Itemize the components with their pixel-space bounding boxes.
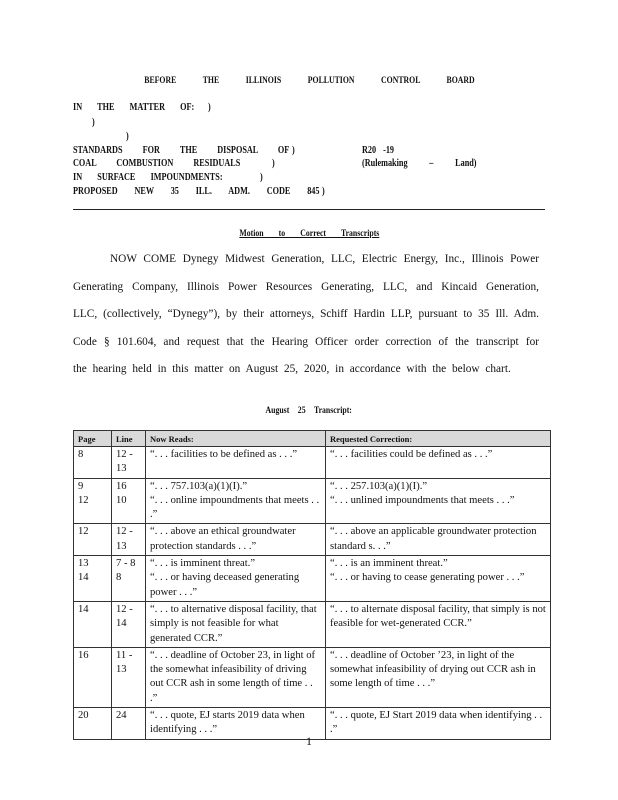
cell-page: 20	[74, 708, 112, 740]
caption-divider	[73, 209, 545, 210]
board-title: BEFORE THE ILLINOIS POLLUTION CONTROL BOARD	[143, 76, 475, 86]
table-row	[74, 478, 551, 524]
table-title: August 25 Transcript:	[265, 406, 353, 416]
cell-now: “. . . quote, EJ starts 2019 data when identifying . . .”	[146, 708, 326, 740]
cell-line: 12 - 13	[112, 447, 146, 479]
table-row	[74, 447, 551, 479]
table-row	[74, 601, 551, 647]
table-row	[74, 556, 551, 602]
cell-now: “. . . 757.103(a)(1)(I).” “. . . online impoundments that meets . . .”	[146, 478, 326, 524]
caption-line-2: COAL COMBUSTION RESIDUALS	[73, 158, 241, 169]
cell-page: 9 12	[74, 478, 112, 524]
cell-correction: “. . . 257.103(a)(1)(I).” “. . . unlined impoundments that meets . . .”	[326, 478, 551, 524]
cell-now: “. . . above an ethical groundwater protection standards . . .”	[146, 524, 326, 556]
cell-line: 16 10	[112, 478, 146, 524]
correction-table	[73, 430, 551, 740]
paren-4: )	[292, 145, 295, 156]
caption-line-4: PROPOSED NEW 35 ILL. ADM. CODE 845	[73, 186, 320, 197]
cell-correction: “. . . quote, EJ Start 2019 data when identifying . . .”	[326, 708, 551, 740]
cell-correction: “. . . to alternate disposal facility, that simply is not feasible for wet-generated CCR.”	[326, 601, 551, 647]
paren-3: )	[126, 131, 129, 142]
header-line: Line	[112, 431, 146, 447]
cell-correction: “. . . deadline of October ’23, in light of the somewhat infeasibility of drying out CCR ash in some length of time . . .”	[326, 647, 551, 707]
paren-7: )	[322, 186, 325, 197]
paren-2: )	[92, 117, 95, 128]
matter-line: IN THE MATTER OF:	[73, 102, 195, 113]
paren-1: )	[208, 102, 211, 113]
cell-page: 14	[74, 601, 112, 647]
cell-line: 12 - 14	[112, 601, 146, 647]
cell-correction: “. . . is an imminent threat.” “. . . or having to cease generating power . . .”	[326, 556, 551, 602]
docket-type: (Rulemaking – Land)	[362, 158, 477, 169]
table-row	[74, 647, 551, 707]
cell-correction: “. . . facilities could be defined as . . .”	[326, 447, 551, 479]
page-number: 1	[306, 734, 312, 748]
header-page: Page	[74, 431, 112, 447]
caption-line-1: STANDARDS FOR THE DISPOSAL OF	[73, 145, 290, 156]
docket-number: R20 -19	[362, 145, 395, 156]
motion-title: Motion to Correct Transcripts	[239, 229, 379, 239]
cell-now: “. . . to alternative disposal facility, that simply is not feasible for what generated CCR.”	[146, 601, 326, 647]
cell-now: “. . . is imminent threat.” “. . . or having deceased generating power . . .”	[146, 556, 326, 602]
header-requested-correction: Requested Correction:	[326, 431, 551, 447]
cell-now: “. . . deadline of October 23, in light of the somewhat infeasibility of driving out CCR ash in some length of time . . .”	[146, 647, 326, 707]
caption-line-3: IN SURFACE IMPOUNDMENTS:	[73, 172, 223, 183]
header-now-reads: Now Reads:	[146, 431, 326, 447]
paren-6: )	[260, 172, 263, 183]
table-row	[74, 524, 551, 556]
cell-line: 24	[112, 708, 146, 740]
cell-page: 8	[74, 447, 112, 479]
cell-page: 16	[74, 647, 112, 707]
table-header-row	[74, 431, 551, 447]
cell-page: 12	[74, 524, 112, 556]
cell-line: 11 - 13	[112, 647, 146, 707]
cell-correction: “. . . above an applicable groundwater protection standard s. . .”	[326, 524, 551, 556]
cell-page: 13 14	[74, 556, 112, 602]
paren-5: )	[272, 158, 275, 169]
cell-line: 7 - 8 8	[112, 556, 146, 602]
cell-now: “. . . facilities to be defined as . . .”	[146, 447, 326, 479]
cell-line: 12 - 13	[112, 524, 146, 556]
motion-body: NOW COME Dynegy Midwest Generation, LLC, Electric Energy, Inc., Illinois Power Generating Company, Illinois Power Resources Generating, LLC, and Kincaid Generation, LLC, (collectively, “Dynegy”), by their attorneys, Schiff Hardin LLP, pursuant to 35 Ill. Adm. Code § 101.604, and request that the Hearing Officer order correction of the transcript for the hearing held in this matter on August 25, 2020, in accordance with the below chart.	[73, 253, 539, 375]
